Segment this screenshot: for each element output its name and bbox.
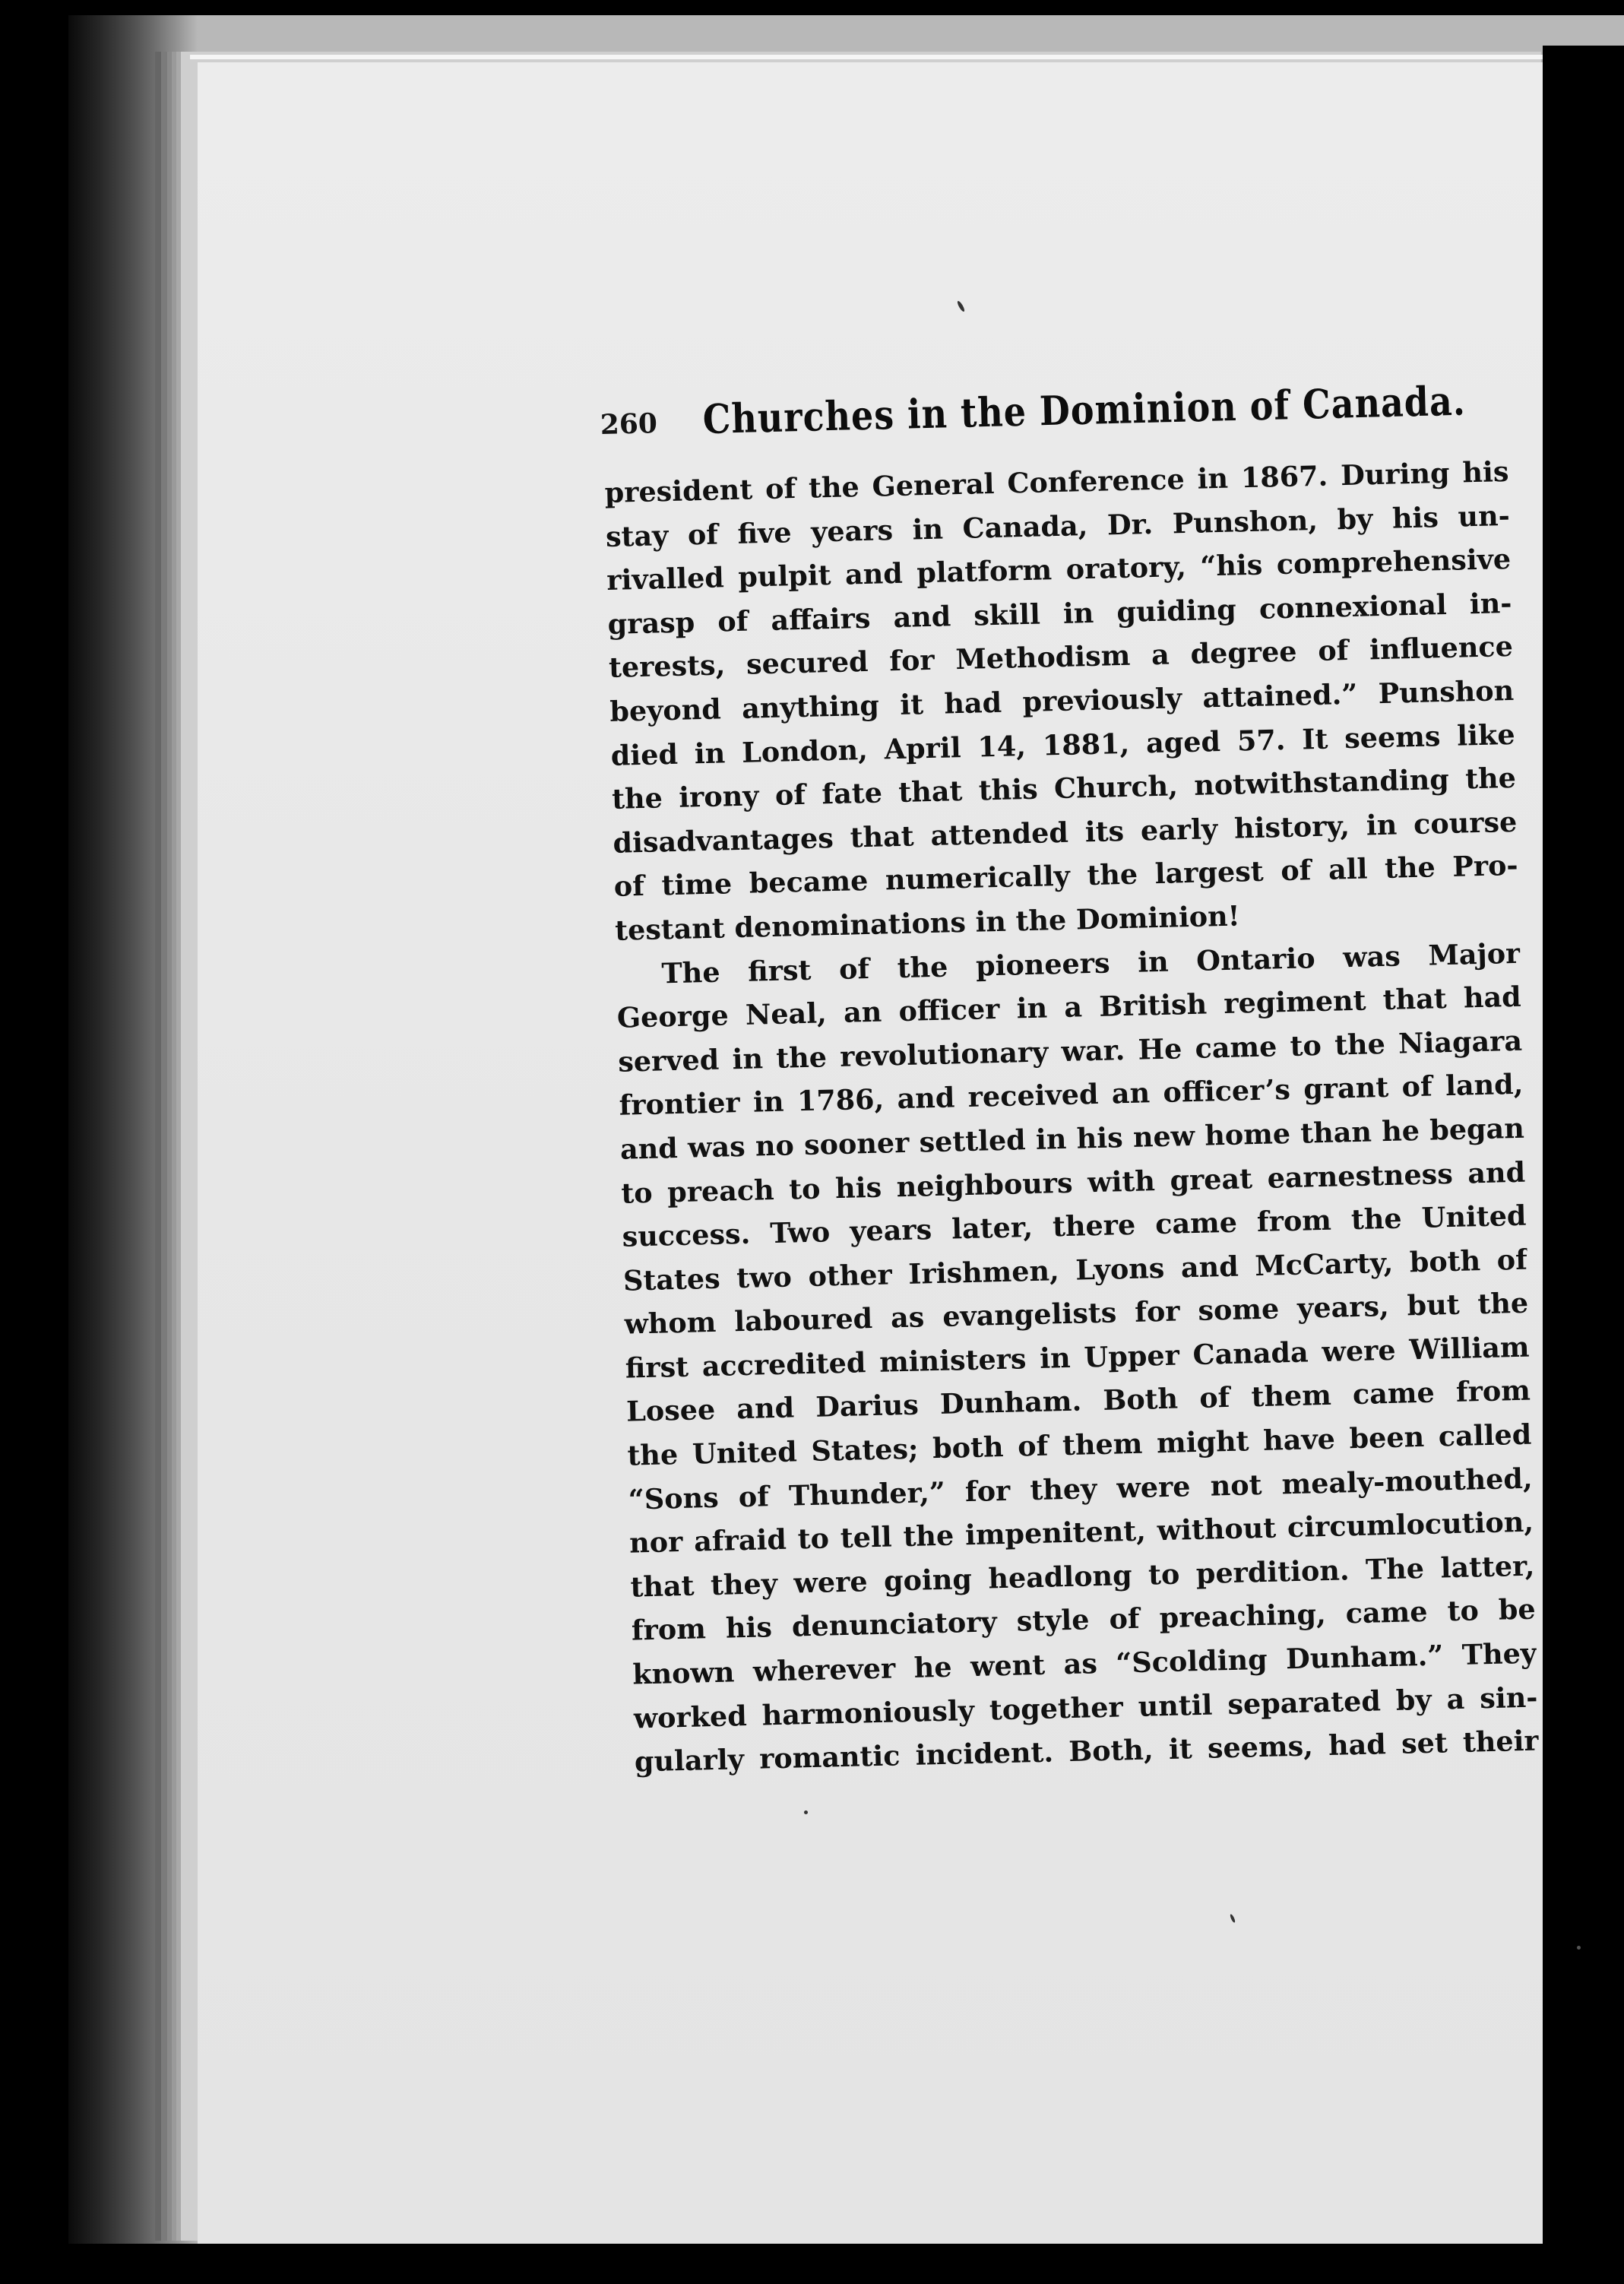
text-line: disadvantages that attended its early history, in course <box>613 805 1518 860</box>
text-line: the irony of fate that this Church, notwithstanding the <box>611 762 1517 816</box>
scan-border-right <box>1543 46 1624 2284</box>
text-line: George Neal, an officer in a British regiment that had <box>616 980 1522 1034</box>
text-line: known wherever he went as “Scolding Dunham.” They <box>632 1636 1537 1691</box>
text-line: president of the General Conference in 1867. During his <box>604 455 1509 509</box>
text-line: Losee and Darius Dunham. Both of them came from <box>625 1374 1531 1429</box>
text-line: and was no sooner settled in his new home than he began <box>619 1111 1525 1166</box>
text-line: The first of the pioneers in Ontario was Major <box>661 936 1521 990</box>
text-line: whom laboured as evangelists for some years, but the <box>623 1286 1529 1341</box>
text-line: gularly romantic incident. Both, it seems, had set their <box>634 1724 1540 1779</box>
text-line: grasp of affairs and skill in guiding connexional in- <box>607 586 1512 641</box>
text-line: from his denunciatory style of preaching, came to be <box>631 1592 1537 1648</box>
scan-border-bottom <box>0 2244 1624 2284</box>
text-line: died in London, April 14, 1881, aged 57. It seems like <box>610 718 1515 772</box>
running-head: Churches in the Dominion of Canada. <box>702 377 1467 443</box>
dust-speck <box>804 1810 808 1814</box>
text-line: worked harmoniously together until separated by a sin- <box>633 1681 1538 1735</box>
text-line: first accredited ministers in Upper Canada were William <box>625 1330 1530 1385</box>
text-line: frontier in 1786, and received an officer’s grant of land, <box>619 1068 1524 1123</box>
page-top-edge <box>190 55 1550 59</box>
text-line: the United States; both of them might have been called <box>627 1418 1532 1472</box>
text-line: beyond anything it had previously attained.” Punshon <box>609 673 1515 728</box>
body-text <box>604 450 1539 1784</box>
text-line: to preach to his neighbours with great earnestness and <box>620 1155 1526 1210</box>
text-line: States two other Irishmen, Lyons and McCarty, both of <box>622 1243 1528 1297</box>
text-line: nor afraid to tell the impenitent, without circumlocution, <box>628 1505 1534 1560</box>
page-number: 260 <box>600 407 658 441</box>
text-line: that they were going headlong to perdition. The latter, <box>630 1549 1535 1604</box>
dust-speck <box>1577 1946 1581 1950</box>
text-line: terests, secured for Methodism a degree of influence <box>608 630 1514 685</box>
text-line: “Sons of Thunder,” for they were not mealy-mouthed, <box>628 1462 1534 1516</box>
text-line: of time became numerically the largest of all the Pro- <box>613 849 1519 904</box>
text-line: stay of five years in Canada, Dr. Punshon, by his un- <box>605 499 1511 553</box>
text-line: rivalled pulpit and platform oratory, “his comprehensive <box>606 543 1512 597</box>
text-line: testant denominations in the Dominion! <box>614 899 1241 947</box>
text-line: served in the revolutionary war. He came to the Niagara <box>617 1024 1523 1079</box>
text-line: success. Two years later, there came from the United <box>622 1199 1527 1253</box>
